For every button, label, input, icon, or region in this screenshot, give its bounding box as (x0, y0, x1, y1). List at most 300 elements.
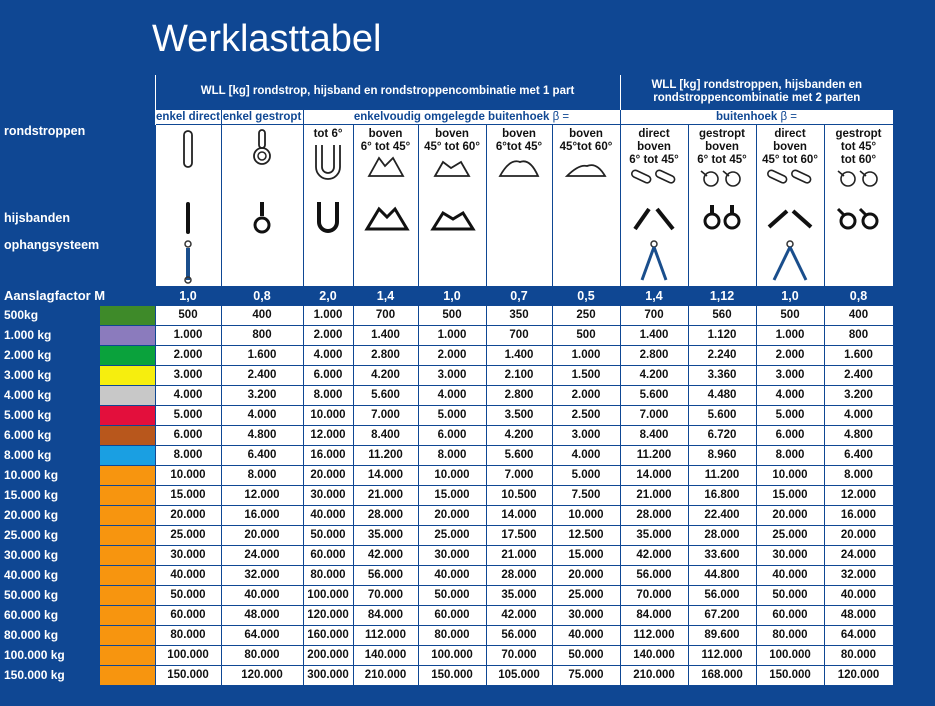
wll-cell: 700 (486, 325, 552, 345)
color-swatch (100, 645, 155, 665)
wll-cell: 8.400 (353, 425, 418, 445)
wll-cell: 28.000 (620, 505, 688, 525)
wll-cell: 3.360 (688, 365, 756, 385)
capacity-label: 6.000 kg (4, 428, 52, 442)
wll-cell: 2.000 (303, 325, 353, 345)
color-swatch (100, 325, 155, 345)
color-swatch (100, 385, 155, 405)
wll-cell: 42.000 (486, 605, 552, 625)
basket-band-icon (427, 203, 477, 233)
basket-sling-icon (429, 154, 475, 180)
wll-cell: 10.000 (418, 465, 486, 485)
wll-cell: 56.000 (688, 585, 756, 605)
wll-cell: 500 (155, 305, 221, 325)
wll-cell: 21.000 (620, 485, 688, 505)
wll-cell: 80.000 (824, 645, 893, 665)
wll-cell: 8.000 (155, 445, 221, 465)
wll-cell: 5.600 (620, 385, 688, 405)
wll-cell: 4.800 (221, 425, 303, 445)
choke-band-icon (250, 200, 274, 236)
factor-value: 1,12 (709, 288, 735, 303)
wll-cell: 1.600 (824, 345, 893, 365)
wll-cell: 400 (824, 305, 893, 325)
sub-enkelvoudig: enkelvoudig omgelegde buitenhoek β = (303, 109, 620, 124)
table-row (0, 545, 893, 565)
color-swatch (100, 505, 155, 525)
wll-cell: 3.200 (824, 385, 893, 405)
wll-cell: 10.000 (552, 505, 620, 525)
wll-cell: 1.120 (688, 325, 756, 345)
wll-cell: 50.000 (303, 525, 353, 545)
wll-cell: 10.000 (155, 465, 221, 485)
wll-cell: 700 (353, 305, 418, 325)
color-swatch (100, 625, 155, 645)
table-row (0, 465, 893, 485)
wll-cell: 1.000 (552, 345, 620, 365)
table-row (0, 645, 893, 665)
capacity-label: 100.000 kg (4, 648, 65, 662)
wll-cell: 30.000 (552, 605, 620, 625)
wll-cell: 5.600 (353, 385, 418, 405)
wll-cell: 40.000 (552, 625, 620, 645)
factor-label: Aanslagfactor M (4, 287, 106, 303)
wll-cell: 12.500 (552, 525, 620, 545)
two-bands-icon (765, 203, 815, 233)
wll-cell: 1.000 (418, 325, 486, 345)
wll-cell: 16.000 (303, 445, 353, 465)
factor-row (0, 286, 893, 305)
capacity-label: 15.000 kg (4, 488, 59, 502)
wll-cell: 25.000 (756, 525, 824, 545)
drape-sling-icon (496, 154, 542, 180)
wll-cell: 8.960 (688, 445, 756, 465)
col-9-header: gestropt boven 6° tot 45° (688, 124, 756, 198)
capacity-label: 80.000 kg (4, 628, 59, 642)
wll-cell: 28.000 (486, 565, 552, 585)
wll-cell: 3.000 (155, 365, 221, 385)
wll-cell: 8.000 (824, 465, 893, 485)
wll-cell: 64.000 (221, 625, 303, 645)
wll-cell: 6.400 (221, 445, 303, 465)
capacity-label: 8.000 kg (4, 448, 52, 462)
label-hijsbanden: hijsbanden (4, 211, 70, 225)
table-row (0, 565, 893, 585)
wll-cell: 89.600 (688, 625, 756, 645)
wll-cell: 100.000 (756, 645, 824, 665)
col-5-header: boven 45° tot 60° (418, 124, 486, 198)
wll-cell: 5.600 (688, 405, 756, 425)
color-swatch (100, 425, 155, 445)
table-row (0, 485, 893, 505)
wll-cell: 3.000 (756, 365, 824, 385)
color-swatch (100, 405, 155, 425)
data-body (0, 305, 893, 685)
sub-enkel-gestropt: enkel gestropt (222, 110, 302, 123)
color-swatch (100, 525, 155, 545)
table-row (0, 665, 893, 685)
wll-cell: 168.000 (688, 665, 756, 685)
wll-cell: 40.000 (155, 565, 221, 585)
wll-cell: 8.000 (221, 465, 303, 485)
wll-cell: 30.000 (155, 545, 221, 565)
choke-sling-icon (249, 128, 275, 168)
wll-cell: 80.000 (221, 645, 303, 665)
wll-cell: 2.500 (552, 405, 620, 425)
wll-cell: 20.000 (221, 525, 303, 545)
wll-cell: 400 (221, 305, 303, 325)
wll-cell: 4.200 (620, 365, 688, 385)
col-8-header: direct boven 6° tot 45° (620, 124, 688, 198)
table-row (0, 505, 893, 525)
wll-cell: 40.000 (418, 565, 486, 585)
wll-cell: 42.000 (620, 545, 688, 565)
wll-cell: 70.000 (620, 585, 688, 605)
wll-cell: 560 (688, 305, 756, 325)
wll-cell: 150.000 (155, 665, 221, 685)
color-swatch (100, 465, 155, 485)
wll-cell: 140.000 (620, 645, 688, 665)
table-row (0, 605, 893, 625)
chain-sling-icon (183, 240, 193, 284)
wll-cell: 11.200 (353, 445, 418, 465)
wll-cell: 50.000 (418, 585, 486, 605)
wll-cell: 56.000 (620, 565, 688, 585)
wll-cell: 70.000 (353, 585, 418, 605)
label-ophangsysteem: ophangsysteem (4, 238, 100, 252)
wll-cell: 80.000 (303, 565, 353, 585)
color-swatch (100, 365, 155, 385)
wll-cell: 4.000 (418, 385, 486, 405)
wll-cell: 80.000 (756, 625, 824, 645)
wll-cell: 33.600 (688, 545, 756, 565)
wll-cell: 5.000 (552, 465, 620, 485)
wll-cell: 25.000 (155, 525, 221, 545)
wll-cell: 250 (552, 305, 620, 325)
wll-cell: 80.000 (418, 625, 486, 645)
wll-cell: 8.000 (303, 385, 353, 405)
wll-cell: 14.000 (353, 465, 418, 485)
wll-cell: 70.000 (486, 645, 552, 665)
wll-cell: 4.000 (155, 385, 221, 405)
capacity-label: 30.000 kg (4, 548, 59, 562)
wll-cell: 7.000 (620, 405, 688, 425)
col-6-header: boven 6°tot 45° (486, 124, 552, 198)
col-3-header: tot 6° (303, 124, 353, 198)
wll-cell: 50.000 (552, 645, 620, 665)
wll-cell: 10.000 (756, 465, 824, 485)
wll-cell: 2.240 (688, 345, 756, 365)
wll-cell: 32.000 (824, 565, 893, 585)
werklast-table (0, 75, 894, 686)
capacity-label: 500kg (4, 308, 39, 322)
wll-cell: 12.000 (824, 485, 893, 505)
wll-cell: 160.000 (303, 625, 353, 645)
wll-cell: 35.000 (353, 525, 418, 545)
wll-cell: 35.000 (486, 585, 552, 605)
factor-value: 1,0 (179, 288, 197, 303)
wll-cell: 44.800 (688, 565, 756, 585)
color-swatch (100, 305, 155, 325)
table-row (0, 345, 893, 365)
capacity-label: 60.000 kg (4, 608, 59, 622)
wll-cell: 700 (620, 305, 688, 325)
wll-cell: 3.000 (418, 365, 486, 385)
wll-cell: 56.000 (353, 565, 418, 585)
col-10-header: direct boven 45° tot 60° (756, 124, 824, 198)
table-row (0, 385, 893, 405)
wll-cell: 2.400 (824, 365, 893, 385)
wll-cell: 10.500 (486, 485, 552, 505)
wll-cell: 11.200 (620, 445, 688, 465)
wll-cell: 50.000 (155, 585, 221, 605)
wll-cell: 21.000 (486, 545, 552, 565)
wll-cell: 1.500 (552, 365, 620, 385)
factor-value: 1,4 (645, 288, 663, 303)
factor-value: 1,0 (443, 288, 461, 303)
wll-cell: 30.000 (418, 545, 486, 565)
wll-cell: 112.000 (620, 625, 688, 645)
wll-cell: 64.000 (824, 625, 893, 645)
wll-cell: 1.400 (486, 345, 552, 365)
wll-cell: 2.000 (756, 345, 824, 365)
wll-cell: 11.200 (688, 465, 756, 485)
factor-value: 2,0 (319, 288, 337, 303)
wll-cell: 28.000 (688, 525, 756, 545)
wll-cell: 15.000 (155, 485, 221, 505)
wll-cell: 4.000 (756, 385, 824, 405)
wll-cell: 4.000 (552, 445, 620, 465)
wll-cell: 800 (221, 325, 303, 345)
wll-cell: 1.600 (221, 345, 303, 365)
wll-cell: 16.000 (221, 505, 303, 525)
wll-cell: 35.000 (620, 525, 688, 545)
wll-cell: 100.000 (303, 585, 353, 605)
wll-cell: 500 (756, 305, 824, 325)
wll-cell: 3.500 (486, 405, 552, 425)
wll-cell: 3.200 (221, 385, 303, 405)
factor-value: 1,0 (781, 288, 799, 303)
wll-cell: 80.000 (155, 625, 221, 645)
wll-cell: 12.000 (221, 485, 303, 505)
wll-cell: 1.400 (353, 325, 418, 345)
group1-header: WLL [kg] rondstrop, hijsband en rondstroppencombinatie met 1 part (155, 75, 620, 109)
wll-cell: 500 (418, 305, 486, 325)
wll-cell: 7.500 (552, 485, 620, 505)
color-swatch (100, 545, 155, 565)
wll-cell: 100.000 (418, 645, 486, 665)
capacity-label: 5.000 kg (4, 408, 52, 422)
capacity-label: 50.000 kg (4, 588, 59, 602)
color-swatch (100, 485, 155, 505)
page-title: Werklasttabel (152, 18, 382, 60)
wll-cell: 60.000 (756, 605, 824, 625)
wll-cell: 56.000 (486, 625, 552, 645)
label-rondstroppen: rondstroppen (4, 124, 86, 138)
wll-cell: 120.000 (303, 605, 353, 625)
capacity-label: 150.000 kg (4, 668, 65, 682)
wll-cell: 4.200 (353, 365, 418, 385)
wll-cell: 15.000 (552, 545, 620, 565)
wll-cell: 22.400 (688, 505, 756, 525)
wll-cell: 1.400 (620, 325, 688, 345)
wll-cell: 5.000 (155, 405, 221, 425)
factor-value: 0,8 (253, 288, 271, 303)
wll-cell: 8.400 (620, 425, 688, 445)
wll-cell: 84.000 (620, 605, 688, 625)
wll-cell: 40.000 (221, 585, 303, 605)
wll-cell: 2.400 (221, 365, 303, 385)
color-swatch (100, 605, 155, 625)
wll-cell: 10.000 (303, 405, 353, 425)
table-row (0, 625, 893, 645)
col-7-header: boven 45°tot 60° (552, 124, 620, 198)
wll-cell: 100.000 (155, 645, 221, 665)
wll-cell: 48.000 (221, 605, 303, 625)
wll-cell: 40.000 (824, 585, 893, 605)
wll-cell: 21.000 (353, 485, 418, 505)
wll-cell: 4.000 (303, 345, 353, 365)
wll-cell: 24.000 (221, 545, 303, 565)
sub-enkel-direct: enkel direct (156, 110, 220, 123)
wll-cell: 42.000 (353, 545, 418, 565)
wll-cell: 20.000 (824, 525, 893, 545)
wll-cell: 105.000 (486, 665, 552, 685)
wll-cell: 24.000 (824, 545, 893, 565)
wll-cell: 28.000 (353, 505, 418, 525)
wll-cell: 2.100 (486, 365, 552, 385)
two-round-slings-icon (765, 167, 815, 189)
two-choke-bands-icon (834, 203, 884, 233)
wll-cell: 12.000 (303, 425, 353, 445)
wll-cell: 20.000 (155, 505, 221, 525)
color-swatch (100, 445, 155, 465)
two-leg-sling-icon (770, 240, 810, 284)
two-choke-slings-icon (697, 167, 747, 189)
two-round-slings-icon (629, 167, 679, 189)
wll-cell: 7.000 (353, 405, 418, 425)
factor-value: 0,7 (510, 288, 528, 303)
wll-cell: 5.000 (756, 405, 824, 425)
two-bands-icon (629, 203, 679, 233)
wll-cell: 40.000 (756, 565, 824, 585)
factor-value: 1,4 (376, 288, 395, 303)
wll-cell: 210.000 (353, 665, 418, 685)
wll-cell: 350 (486, 305, 552, 325)
wll-cell: 120.000 (221, 665, 303, 685)
col-2-header (221, 124, 303, 198)
wll-cell: 25.000 (418, 525, 486, 545)
flat-band-icon (183, 200, 193, 236)
wll-cell: 20.000 (418, 505, 486, 525)
wll-cell: 500 (552, 325, 620, 345)
basket-sling-icon (363, 154, 409, 180)
u-band-icon (313, 200, 343, 236)
wll-cell: 50.000 (756, 585, 824, 605)
wll-cell: 60.000 (303, 545, 353, 565)
color-swatch (100, 565, 155, 585)
u-sling-icon (311, 141, 345, 181)
wll-cell: 112.000 (353, 625, 418, 645)
wll-cell: 15.000 (418, 485, 486, 505)
wll-cell: 1.000 (303, 305, 353, 325)
capacity-label: 4.000 kg (4, 388, 52, 402)
col-1-header (155, 124, 221, 198)
wll-cell: 300.000 (303, 665, 353, 685)
wll-cell: 60.000 (418, 605, 486, 625)
wll-cell: 200.000 (303, 645, 353, 665)
wll-cell: 6.720 (688, 425, 756, 445)
wll-cell: 2.800 (486, 385, 552, 405)
group2-header: WLL [kg] rondstroppen, hijsbanden en rondstroppencombinatie met 2 parten (651, 78, 863, 104)
color-swatch (100, 345, 155, 365)
wll-cell: 30.000 (756, 545, 824, 565)
wll-cell: 60.000 (155, 605, 221, 625)
wll-cell: 2.000 (155, 345, 221, 365)
wll-cell: 20.000 (303, 465, 353, 485)
wll-cell: 5.600 (486, 445, 552, 465)
color-swatch (100, 665, 155, 685)
wll-cell: 15.000 (756, 485, 824, 505)
wll-cell: 1.000 (756, 325, 824, 345)
two-choke-slings-icon (834, 167, 884, 189)
wll-cell: 5.000 (418, 405, 486, 425)
wll-cell: 14.000 (486, 505, 552, 525)
capacity-label: 2.000 kg (4, 348, 52, 362)
wll-cell: 4.200 (486, 425, 552, 445)
wll-cell: 30.000 (303, 485, 353, 505)
table-row (0, 425, 893, 445)
wll-cell: 6.000 (155, 425, 221, 445)
wll-cell: 4.000 (824, 405, 893, 425)
capacity-label: 20.000 kg (4, 508, 59, 522)
col-11-header: gestropt tot 45° tot 60° (824, 124, 893, 198)
table-row (0, 525, 893, 545)
two-choke-bands-icon (697, 203, 747, 233)
col-4-header: boven 6° tot 45° (353, 124, 418, 198)
wll-cell: 75.000 (552, 665, 620, 685)
wll-cell: 16.000 (824, 505, 893, 525)
wll-cell: 112.000 (688, 645, 756, 665)
round-sling-icon (181, 128, 195, 170)
wll-cell: 2.800 (620, 345, 688, 365)
factor-value: 0,5 (577, 288, 595, 303)
wll-cell: 6.400 (824, 445, 893, 465)
wll-cell: 4.480 (688, 385, 756, 405)
table-row (0, 585, 893, 605)
wll-cell: 7.000 (486, 465, 552, 485)
capacity-label: 3.000 kg (4, 368, 52, 382)
wll-cell: 8.000 (756, 445, 824, 465)
wll-cell: 3.000 (552, 425, 620, 445)
wll-cell: 140.000 (353, 645, 418, 665)
wll-cell: 48.000 (824, 605, 893, 625)
table-row (0, 405, 893, 425)
wll-cell: 150.000 (756, 665, 824, 685)
wll-cell: 8.000 (418, 445, 486, 465)
capacity-label: 1.000 kg (4, 328, 52, 342)
wll-cell: 120.000 (824, 665, 893, 685)
basket-band-icon (361, 203, 411, 233)
capacity-label: 10.000 kg (4, 468, 59, 482)
wll-cell: 40.000 (303, 505, 353, 525)
wll-cell: 2.800 (353, 345, 418, 365)
drape-sling-icon (563, 154, 609, 180)
factor-value: 0,8 (849, 288, 868, 303)
wll-cell: 6.000 (418, 425, 486, 445)
wll-cell: 800 (824, 325, 893, 345)
wll-cell: 1.000 (155, 325, 221, 345)
wll-cell: 6.000 (756, 425, 824, 445)
